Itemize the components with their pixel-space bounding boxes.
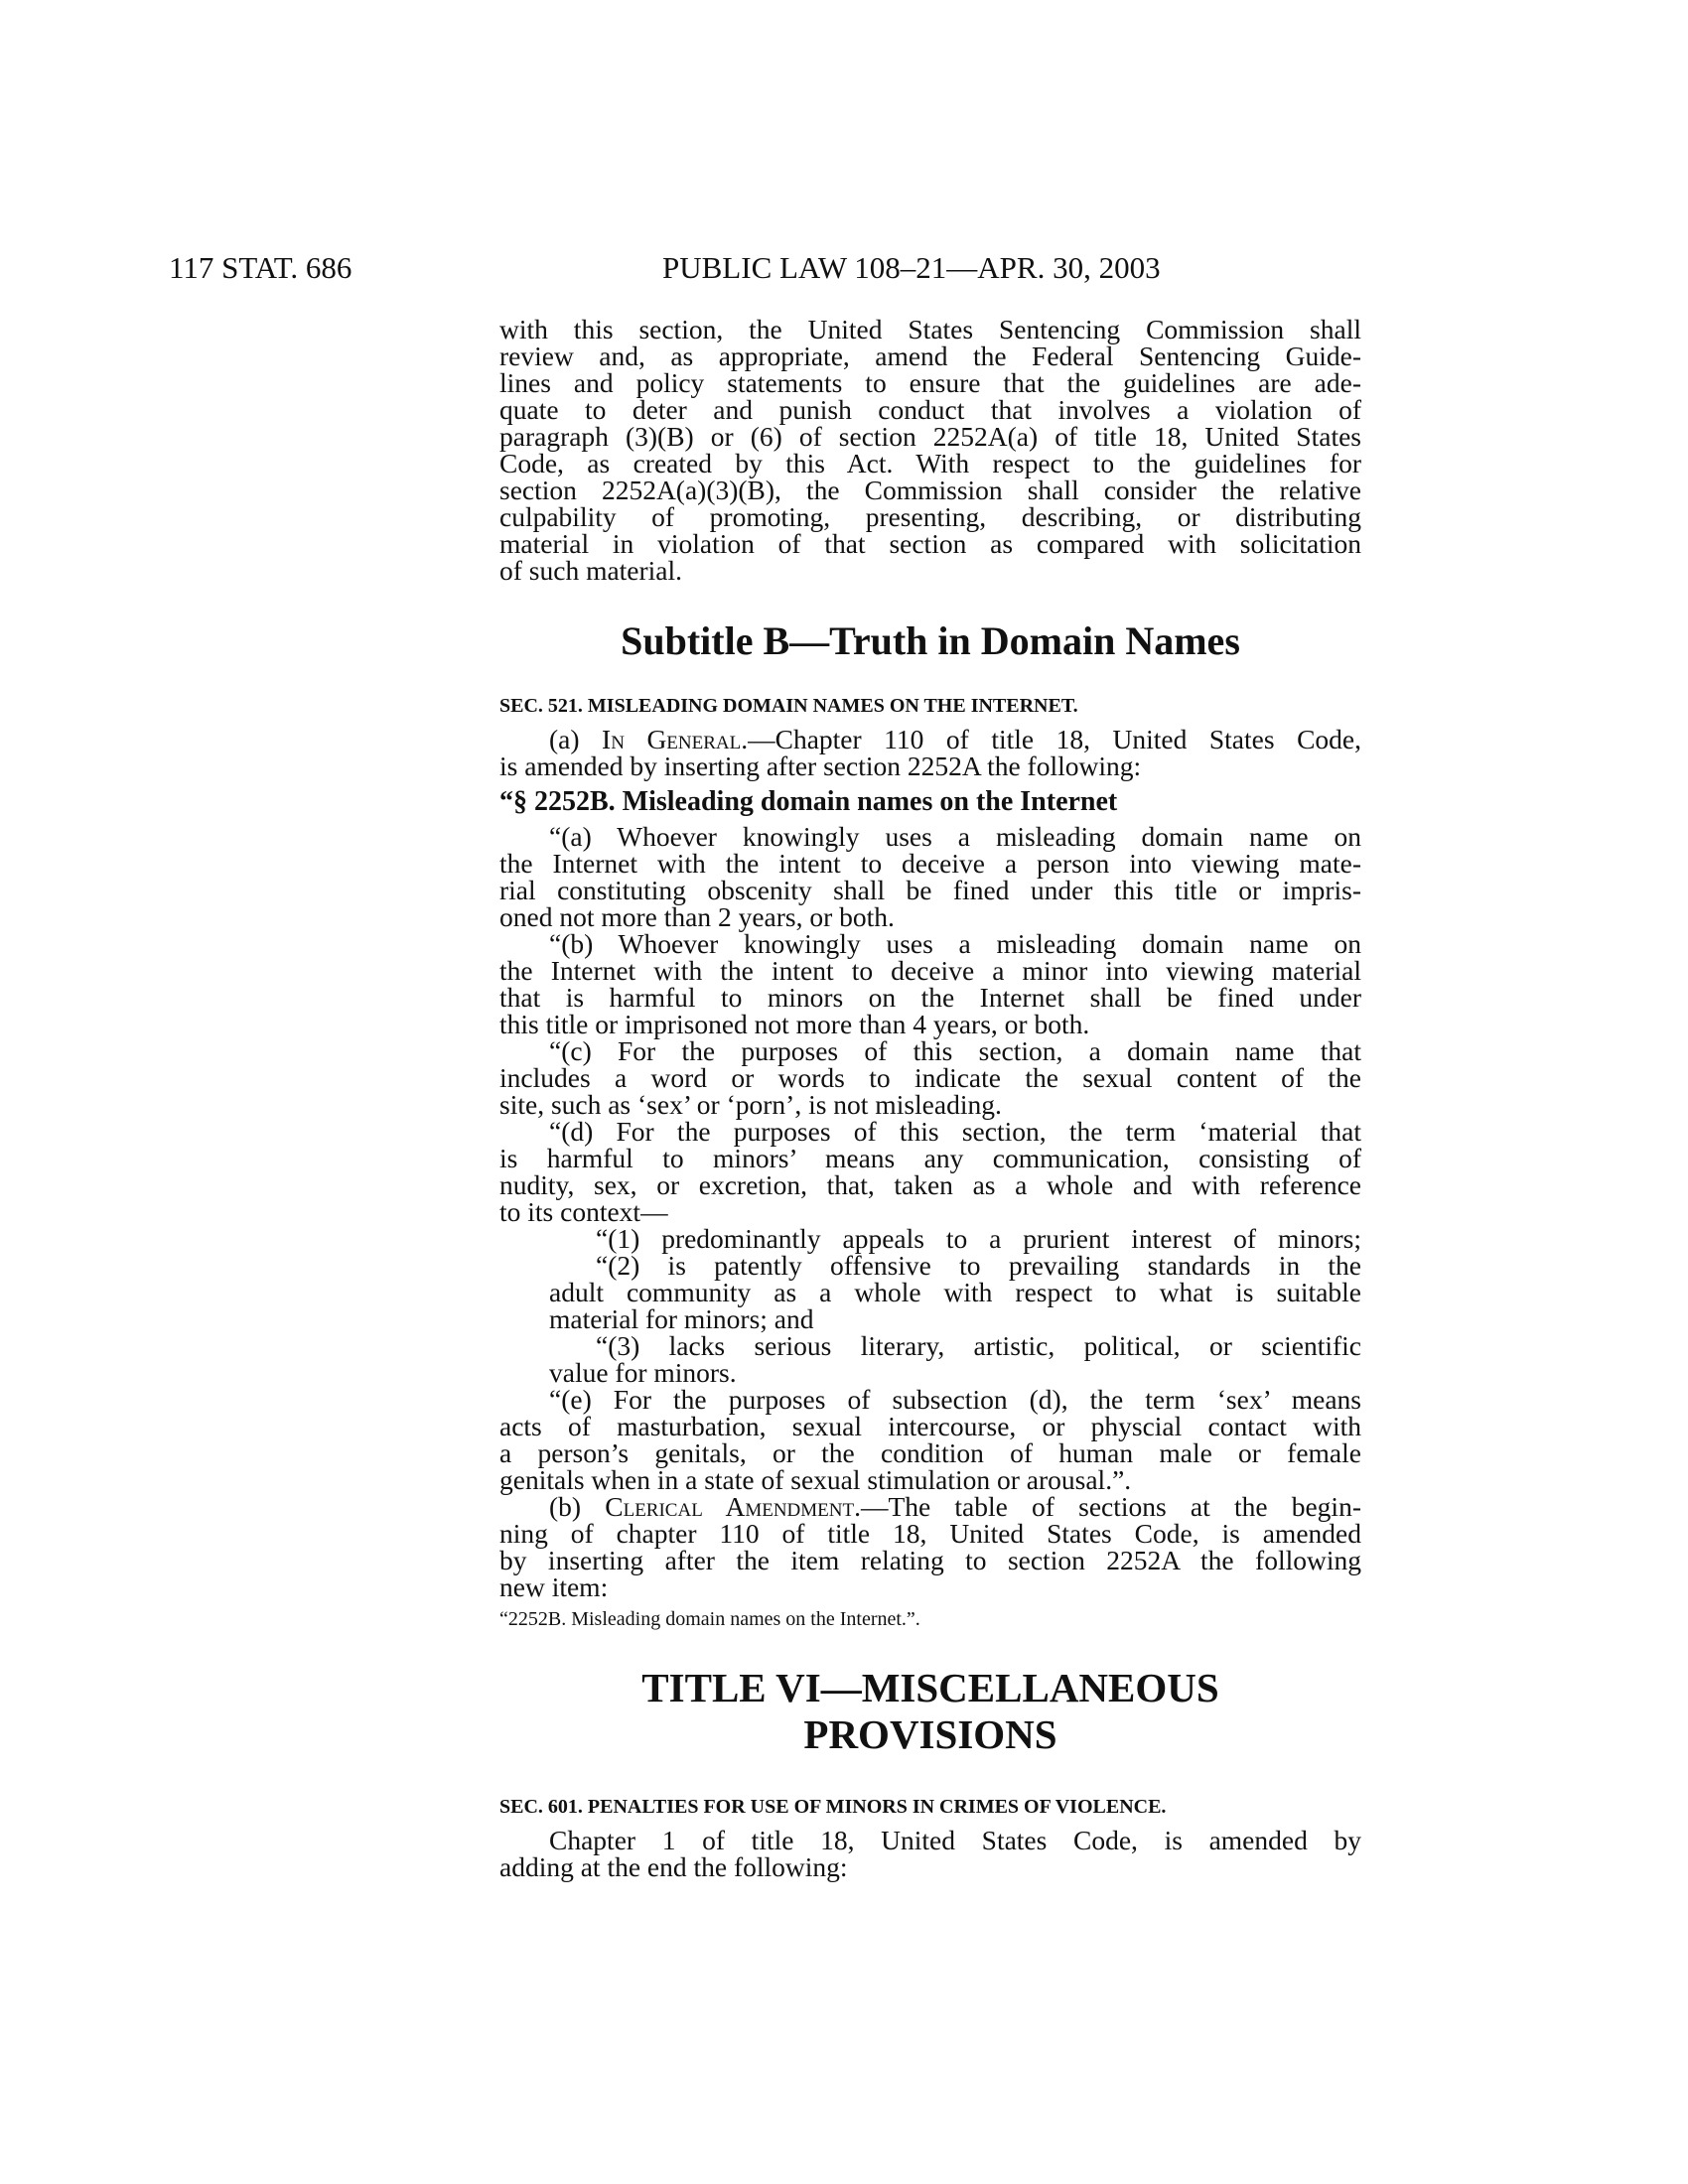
text-line: the Internet with the intent to deceive a person into viewing mate- — [499, 848, 1361, 879]
text-line: “(1) predominantly appeals to a prurient interest of minors; — [596, 1223, 1361, 1254]
text-line: of such material. — [499, 555, 683, 586]
text-line: genitals when in a state of sexual stimulation or arousal.”. — [499, 1464, 1132, 1495]
section-601-paragraph — [499, 1827, 1361, 1880]
paragraph-d — [499, 1118, 1361, 1225]
paragraph-e — [499, 1386, 1361, 1493]
subsection-text: —The table of sections at the begin- — [860, 1491, 1361, 1522]
text-line: material in violation of that section as compared with solicitation — [499, 528, 1361, 559]
text-line: the Internet with the intent to deceive a minor into viewing material — [499, 955, 1361, 986]
text-line: rial constituting obscenity shall be fined under this title or impris- — [499, 875, 1361, 905]
title-line: TITLE VI—MISCELLANEOUS — [641, 1665, 1219, 1710]
intro-paragraph — [499, 316, 1361, 584]
page-header — [169, 250, 1360, 290]
text-line: value for minors. — [549, 1357, 737, 1388]
text-line: culpability of promoting, presenting, describing, or distributing — [499, 501, 1361, 532]
text-line: new item: — [499, 1571, 609, 1602]
text-line: material for minors; and — [549, 1303, 814, 1334]
item-3 — [499, 1332, 1361, 1386]
text-line: adding at the end the following: — [499, 1851, 848, 1882]
subtitle-heading: Subtitle B—Truth in Domain Names — [621, 618, 1240, 663]
item-1 — [499, 1225, 1361, 1252]
new-section-heading: “§ 2252B. Misleading domain names on the Internet — [499, 786, 1118, 817]
subsection-text: —Chapter 110 of title 18, United States Code, — [748, 724, 1361, 754]
text-line: “(e) For the purposes of subsection (d), the term ‘sex’ means — [549, 1384, 1361, 1415]
text-line: includes a word or words to indicate the sexual content of the — [499, 1062, 1361, 1093]
text-line: a person’s genitals, or the condition of human male or female — [499, 1437, 1361, 1468]
text-line: is harmful to minors’ means any communication, consisting of — [499, 1143, 1361, 1173]
title-vi-heading — [499, 1665, 1361, 1758]
title-line: PROVISIONS — [803, 1711, 1057, 1757]
text-line: “(b) Whoever knowingly uses a misleading domain name on — [549, 928, 1361, 959]
text-line: “(a) Whoever knowingly uses a misleading domain name on — [549, 821, 1361, 852]
text-line: “(2) is patently offensive to prevailing standards in the — [596, 1250, 1361, 1281]
item-2 — [499, 1252, 1361, 1332]
subsection-caption: In General. — [602, 724, 749, 754]
document-body — [499, 316, 1361, 1880]
text-line — [499, 1493, 1361, 1520]
text-line: oned not more than 2 years, or both. — [499, 901, 895, 932]
section-601-heading: SEC. 601. PENALTIES FOR USE OF MINORS IN CRIMES OF VIOLENCE. — [499, 1796, 1167, 1818]
text-line: acts of masturbation, sexual intercourse, or physcial contact with — [499, 1411, 1361, 1441]
subsection-a — [499, 726, 1361, 779]
paragraph-b — [499, 930, 1361, 1037]
subsection-b — [499, 1493, 1361, 1600]
text-line: adult community as a whole with respect to what is suitable — [549, 1277, 1361, 1307]
text-line — [499, 726, 1361, 752]
text-line: this title or imprisoned not more than 4 years, or both. — [499, 1009, 1090, 1039]
text-line: nudity, sex, or excretion, that, taken as a whole and with reference — [499, 1169, 1361, 1200]
text-line: to its context— — [499, 1196, 668, 1227]
text-line: “(d) For the purposes of this section, the term ‘material that — [549, 1116, 1361, 1147]
public-law-citation: PUBLIC LAW 108–21—APR. 30, 2003 — [662, 250, 1161, 285]
text-line: “(3) lacks serious literary, artistic, political, or scientific — [596, 1330, 1361, 1361]
subsection-label: (b) — [549, 1491, 606, 1522]
subsection-caption: Clerical Amendment. — [605, 1491, 861, 1522]
section-521-heading: SEC. 521. MISLEADING DOMAIN NAMES ON THE INTERNET. — [499, 695, 1078, 717]
text-line: “(c) For the purposes of this section, a domain name that — [549, 1035, 1361, 1066]
paragraph-a — [499, 823, 1361, 930]
text-line: lines and policy statements to ensure that the guidelines are ade- — [499, 367, 1361, 398]
text-line: Code, as created by this Act. With respect to the guidelines for — [499, 448, 1361, 478]
text-line: by inserting after the item relating to section 2252A the following — [499, 1545, 1361, 1575]
paragraph-c — [499, 1037, 1361, 1118]
text-line: site, such as ‘sex’ or ‘porn’, is not misleading. — [499, 1089, 1002, 1120]
text-line: that is harmful to minors on the Internet shall be fined under — [499, 982, 1361, 1013]
text-line: is amended by inserting after section 2252A the following: — [499, 751, 1142, 781]
text-line: paragraph (3)(B) or (6) of section 2252A(a) of title 18, United States — [499, 421, 1361, 452]
text-line: review and, as appropriate, amend the Federal Sentencing Guide- — [499, 341, 1361, 371]
text-line: section 2252A(a)(3)(B), the Commission shall consider the relative — [499, 475, 1361, 505]
text-line: with this section, the United States Sentencing Commission shall — [499, 314, 1361, 344]
statute-page-number: 117 STAT. 686 — [169, 250, 352, 285]
text-line: Chapter 1 of title 18, United States Code, is amended by — [549, 1825, 1361, 1855]
subsection-label: (a) — [549, 724, 603, 754]
text-line: quate to deter and punish conduct that involves a violation of — [499, 394, 1361, 425]
table-of-sections-item: “2252B. Misleading domain names on the Internet.”. — [499, 1608, 920, 1630]
text-line: ning of chapter 110 of title 18, United States Code, is amended — [499, 1518, 1361, 1549]
